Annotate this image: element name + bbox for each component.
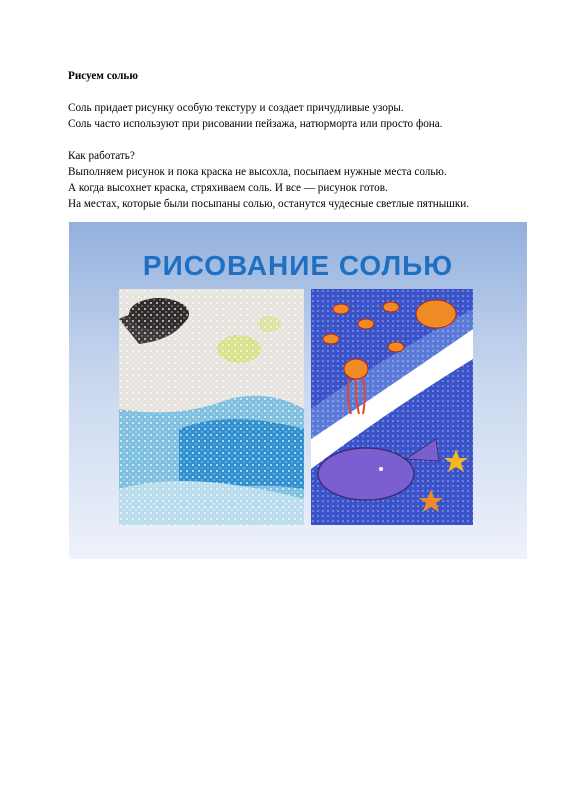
salt-painting-banner: [69, 222, 527, 559]
paragraph-line: Выполняем рисунок и пока краска не высохла, посыпаем нужные места солью.: [68, 166, 447, 178]
paragraph-line: А когда высохнет краска, стряхиваем соль. И все — рисунок готов.: [68, 182, 388, 194]
document-text: [68, 68, 528, 212]
whale-fish-painting: [311, 289, 473, 525]
salt-texture-photo: [119, 289, 304, 525]
banner-title: РИСОВАНИЕ СОЛЬЮ: [142, 250, 454, 281]
paragraph-line: На местах, которые были посыпаны солью, останутся чудесные светлые пятнышки.: [68, 198, 470, 210]
page-title: Рисуем солью: [68, 70, 138, 82]
paragraph-line: Соль придает рисунку особую текстуру и создает причудливые узоры.: [68, 102, 404, 114]
question-heading: Как работать?: [68, 150, 135, 162]
paragraph-line: Соль часто используют при рисовании пейзажа, натюрморта или просто фона.: [68, 118, 443, 130]
